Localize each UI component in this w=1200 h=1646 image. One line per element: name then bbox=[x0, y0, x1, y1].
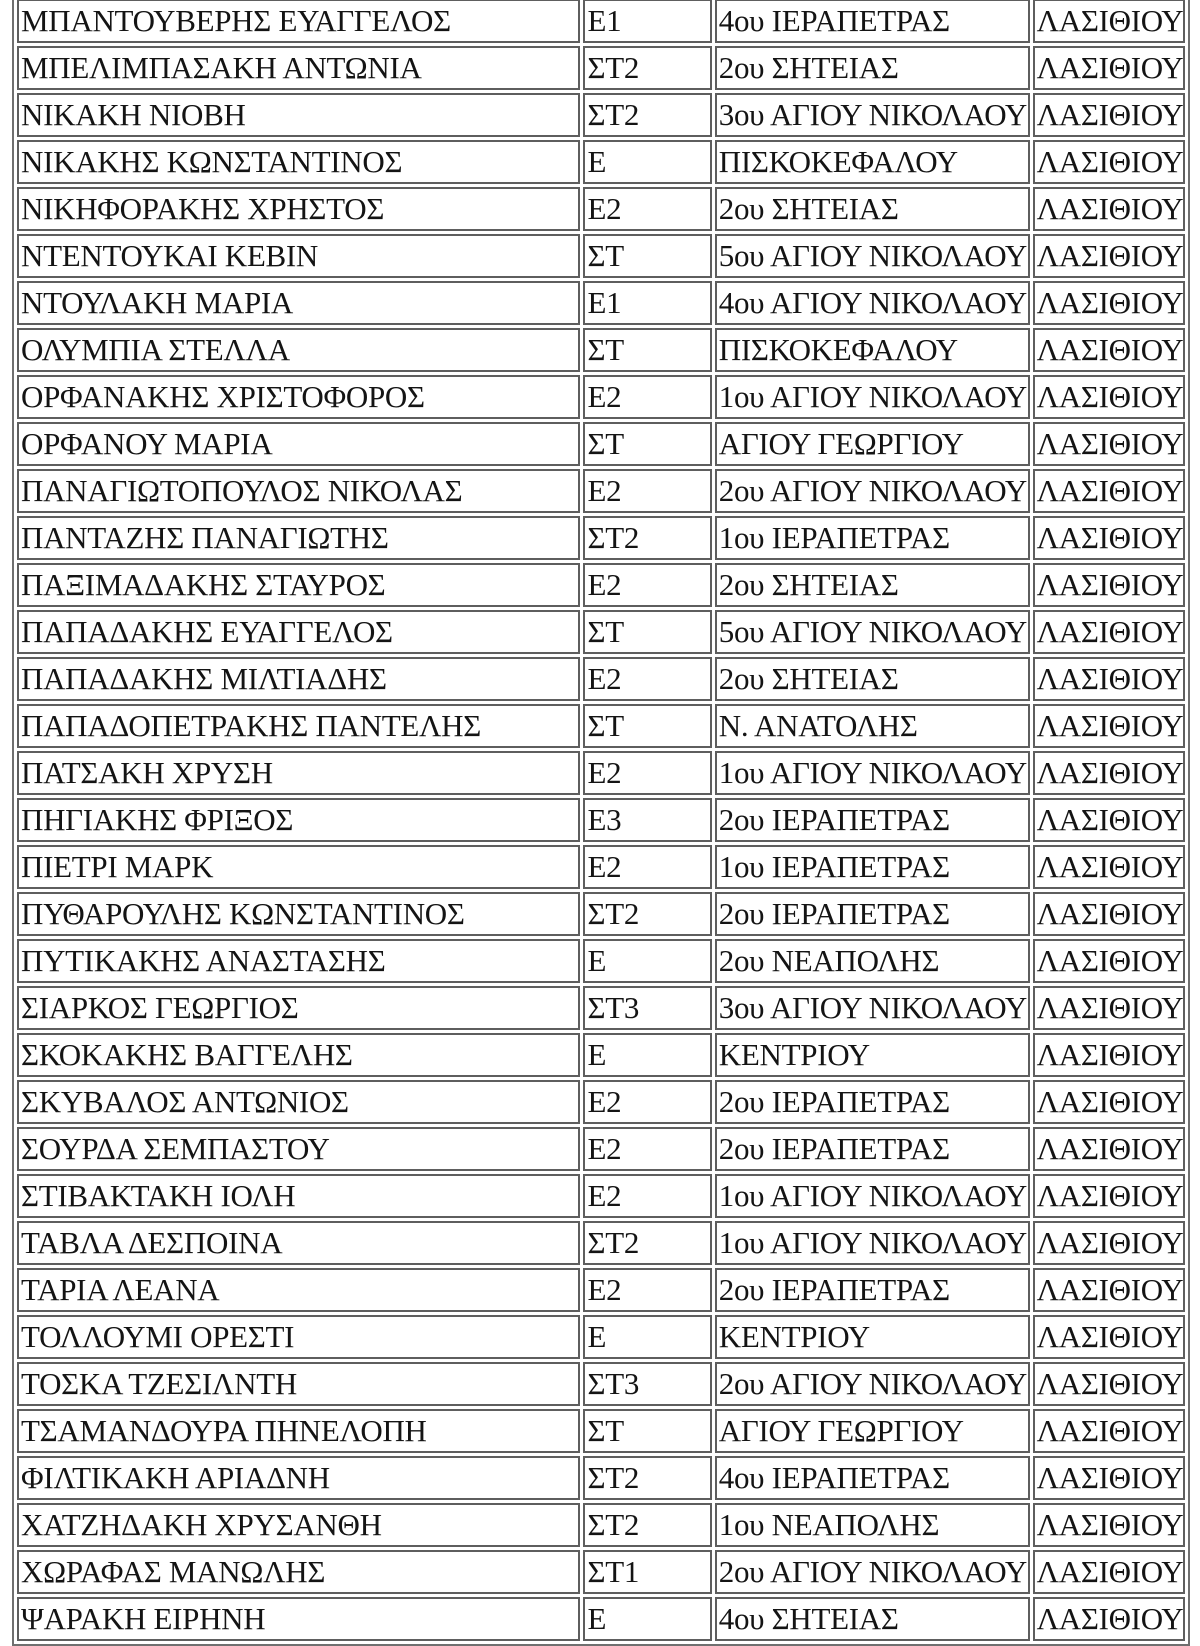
prefecture-cell: ΛΑΣΙΘΙΟΥ bbox=[1033, 1409, 1185, 1453]
prefecture-cell: ΛΑΣΙΘΙΟΥ bbox=[1033, 1550, 1185, 1594]
table-row bbox=[17, 1174, 1185, 1218]
class-cell: Ε2 bbox=[583, 1127, 711, 1171]
prefecture-cell: ΛΑΣΙΘΙΟΥ bbox=[1033, 563, 1185, 607]
school-cell: 5ου ΑΓΙΟΥ ΝΙΚΟΛΑΟΥ bbox=[715, 234, 1030, 278]
prefecture-cell: ΛΑΣΙΘΙΟΥ bbox=[1033, 1503, 1185, 1547]
student-name-cell: ΠΑΤΣΑΚΗ ΧΡΥΣΗ bbox=[17, 751, 580, 795]
prefecture-cell: ΛΑΣΙΘΙΟΥ bbox=[1033, 281, 1185, 325]
school-cell: 2ου ΣΗΤΕΙΑΣ bbox=[715, 46, 1030, 90]
class-cell: Ε2 bbox=[583, 375, 711, 419]
prefecture-cell: ΛΑΣΙΘΙΟΥ bbox=[1033, 986, 1185, 1030]
class-cell: Ε3 bbox=[583, 798, 711, 842]
school-cell: 2ου ΑΓΙΟΥ ΝΙΚΟΛΑΟΥ bbox=[715, 469, 1030, 513]
table-row bbox=[17, 469, 1185, 513]
student-name-cell: ΣΤΙΒΑΚΤΑΚΗ ΙΟΛΗ bbox=[17, 1174, 580, 1218]
table-row bbox=[17, 328, 1185, 372]
class-cell: ΣΤ bbox=[583, 422, 711, 466]
class-cell: Ε2 bbox=[583, 751, 711, 795]
school-cell: ΠΙΣΚΟΚΕΦΑΛΟΥ bbox=[715, 140, 1030, 184]
table-row bbox=[17, 516, 1185, 560]
school-cell: 2ου ΣΗΤΕΙΑΣ bbox=[715, 563, 1030, 607]
table-row bbox=[17, 281, 1185, 325]
table-row bbox=[17, 1315, 1185, 1359]
school-cell: 4ου ΣΗΤΕΙΑΣ bbox=[715, 1597, 1030, 1641]
student-name-cell: ΤΣΑΜΑΝΔΟΥΡΑ ΠΗΝΕΛΟΠΗ bbox=[17, 1409, 580, 1453]
class-cell: ΣΤ bbox=[583, 234, 711, 278]
prefecture-cell: ΛΑΣΙΘΙΟΥ bbox=[1033, 93, 1185, 137]
table-row bbox=[17, 187, 1185, 231]
student-name-cell: ΣΙΑΡΚΟΣ ΓΕΩΡΓΙΟΣ bbox=[17, 986, 580, 1030]
class-cell: ΣΤ3 bbox=[583, 1362, 711, 1406]
prefecture-cell: ΛΑΣΙΘΙΟΥ bbox=[1033, 1174, 1185, 1218]
table-row bbox=[17, 1080, 1185, 1124]
class-cell: ΣΤ bbox=[583, 1409, 711, 1453]
student-name-cell: ΣΚΥΒΑΛΟΣ ΑΝΤΩΝΙΟΣ bbox=[17, 1080, 580, 1124]
prefecture-cell: ΛΑΣΙΘΙΟΥ bbox=[1033, 187, 1185, 231]
table-row bbox=[17, 892, 1185, 936]
student-name-cell: ΣΚΟΚΑΚΗΣ ΒΑΓΓΕΛΗΣ bbox=[17, 1033, 580, 1077]
student-name-cell: ΜΠΑΝΤΟΥΒΕΡΗΣ ΕΥΑΓΓΕΛΟΣ bbox=[17, 0, 580, 43]
prefecture-cell: ΛΑΣΙΘΙΟΥ bbox=[1033, 516, 1185, 560]
class-cell: ΣΤ2 bbox=[583, 892, 711, 936]
class-cell: Ε bbox=[583, 939, 711, 983]
student-name-cell: ΝΙΚΗΦΟΡΑΚΗΣ ΧΡΗΣΤΟΣ bbox=[17, 187, 580, 231]
school-cell: 2ου ΑΓΙΟΥ ΝΙΚΟΛΑΟΥ bbox=[715, 1550, 1030, 1594]
school-cell: 2ου ΝΕΑΠΟΛΗΣ bbox=[715, 939, 1030, 983]
table-row bbox=[17, 0, 1185, 43]
class-cell: Ε bbox=[583, 1315, 711, 1359]
student-name-cell: ΣΟΥΡΔΑ ΣΕΜΠΑΣΤΟΥ bbox=[17, 1127, 580, 1171]
school-cell: ΠΙΣΚΟΚΕΦΑΛΟΥ bbox=[715, 328, 1030, 372]
student-name-cell: ΧΩΡΑΦΑΣ ΜΑΝΩΛΗΣ bbox=[17, 1550, 580, 1594]
student-name-cell: ΤΑΡΙΑ ΛΕΑΝΑ bbox=[17, 1268, 580, 1312]
student-name-cell: ΠΥΤΙΚΑΚΗΣ ΑΝΑΣΤΑΣΗΣ bbox=[17, 939, 580, 983]
table-row bbox=[17, 986, 1185, 1030]
student-name-cell: ΨΑΡΑΚΗ ΕΙΡΗΝΗ bbox=[17, 1597, 580, 1641]
prefecture-cell: ΛΑΣΙΘΙΟΥ bbox=[1033, 140, 1185, 184]
school-cell: ΑΓΙΟΥ ΓΕΩΡΓΙΟΥ bbox=[715, 422, 1030, 466]
table-row bbox=[17, 751, 1185, 795]
table-row bbox=[17, 93, 1185, 137]
prefecture-cell: ΛΑΣΙΘΙΟΥ bbox=[1033, 422, 1185, 466]
school-cell: 4ου ΙΕΡΑΠΕΤΡΑΣ bbox=[715, 1456, 1030, 1500]
table-row bbox=[17, 1268, 1185, 1312]
prefecture-cell: ΛΑΣΙΘΙΟΥ bbox=[1033, 1456, 1185, 1500]
student-name-cell: ΟΛΥΜΠΙΑ ΣΤΕΛΛΑ bbox=[17, 328, 580, 372]
school-cell: 3ου ΑΓΙΟΥ ΝΙΚΟΛΑΟΥ bbox=[715, 93, 1030, 137]
prefecture-cell: ΛΑΣΙΘΙΟΥ bbox=[1033, 845, 1185, 889]
prefecture-cell: ΛΑΣΙΘΙΟΥ bbox=[1033, 1268, 1185, 1312]
table-row bbox=[17, 1456, 1185, 1500]
school-cell: 3ου ΑΓΙΟΥ ΝΙΚΟΛΑΟΥ bbox=[715, 986, 1030, 1030]
class-cell: Ε2 bbox=[583, 563, 711, 607]
table-row bbox=[17, 422, 1185, 466]
table-row bbox=[17, 1033, 1185, 1077]
student-name-cell: ΠΗΓΙΑΚΗΣ ΦΡΙΞΟΣ bbox=[17, 798, 580, 842]
prefecture-cell: ΛΑΣΙΘΙΟΥ bbox=[1033, 469, 1185, 513]
table-row bbox=[17, 798, 1185, 842]
class-cell: ΣΤ2 bbox=[583, 1503, 711, 1547]
prefecture-cell: ΛΑΣΙΘΙΟΥ bbox=[1033, 1597, 1185, 1641]
student-name-cell: ΠΙΕΤΡΙ ΜΑΡΚ bbox=[17, 845, 580, 889]
prefecture-cell: ΛΑΣΙΘΙΟΥ bbox=[1033, 1221, 1185, 1265]
prefecture-cell: ΛΑΣΙΘΙΟΥ bbox=[1033, 46, 1185, 90]
student-name-cell: ΜΠΕΛΙΜΠΑΣΑΚΗ ΑΝΤΩΝΙΑ bbox=[17, 46, 580, 90]
prefecture-cell: ΛΑΣΙΘΙΟΥ bbox=[1033, 234, 1185, 278]
school-cell: 2ου ΣΗΤΕΙΑΣ bbox=[715, 187, 1030, 231]
prefecture-cell: ΛΑΣΙΘΙΟΥ bbox=[1033, 1080, 1185, 1124]
prefecture-cell: ΛΑΣΙΘΙΟΥ bbox=[1033, 657, 1185, 701]
prefecture-cell: ΛΑΣΙΘΙΟΥ bbox=[1033, 1127, 1185, 1171]
student-name-cell: ΦΙΛΤΙΚΑΚΗ ΑΡΙΑΔΝΗ bbox=[17, 1456, 580, 1500]
student-name-cell: ΠΑΞΙΜΑΔΑΚΗΣ ΣΤΑΥΡΟΣ bbox=[17, 563, 580, 607]
student-name-cell: ΧΑΤΖΗΔΑΚΗ ΧΡΥΣΑΝΘΗ bbox=[17, 1503, 580, 1547]
class-cell: ΣΤ2 bbox=[583, 46, 711, 90]
results-table-container bbox=[12, 0, 1190, 1646]
prefecture-cell: ΛΑΣΙΘΙΟΥ bbox=[1033, 375, 1185, 419]
student-name-cell: ΝΙΚΑΚΗ ΝΙΟΒΗ bbox=[17, 93, 580, 137]
class-cell: Ε bbox=[583, 1033, 711, 1077]
table-row bbox=[17, 1597, 1185, 1641]
class-cell: ΣΤ bbox=[583, 704, 711, 748]
class-cell: ΣΤ3 bbox=[583, 986, 711, 1030]
school-cell: 2ου ΑΓΙΟΥ ΝΙΚΟΛΑΟΥ bbox=[715, 1362, 1030, 1406]
class-cell: Ε2 bbox=[583, 1174, 711, 1218]
table-row bbox=[17, 657, 1185, 701]
school-cell: ΑΓΙΟΥ ΓΕΩΡΓΙΟΥ bbox=[715, 1409, 1030, 1453]
table-row bbox=[17, 375, 1185, 419]
school-cell: 2ου ΙΕΡΑΠΕΤΡΑΣ bbox=[715, 1268, 1030, 1312]
student-name-cell: ΤΑΒΛΑ ΔΕΣΠΟΙΝΑ bbox=[17, 1221, 580, 1265]
school-cell: ΚΕΝΤΡΙΟΥ bbox=[715, 1315, 1030, 1359]
class-cell: Ε2 bbox=[583, 469, 711, 513]
table-row bbox=[17, 1362, 1185, 1406]
class-cell: Ε2 bbox=[583, 657, 711, 701]
school-cell: Ν. ΑΝΑΤΟΛΗΣ bbox=[715, 704, 1030, 748]
class-cell: Ε1 bbox=[583, 281, 711, 325]
prefecture-cell: ΛΑΣΙΘΙΟΥ bbox=[1033, 328, 1185, 372]
school-cell: 2ου ΣΗΤΕΙΑΣ bbox=[715, 657, 1030, 701]
school-cell: 2ου ΙΕΡΑΠΕΤΡΑΣ bbox=[715, 1080, 1030, 1124]
results-table-body bbox=[17, 0, 1185, 1641]
class-cell: ΣΤ2 bbox=[583, 1456, 711, 1500]
student-name-cell: ΟΡΦΑΝΟΥ ΜΑΡΙΑ bbox=[17, 422, 580, 466]
table-row bbox=[17, 845, 1185, 889]
prefecture-cell: ΛΑΣΙΘΙΟΥ bbox=[1033, 1362, 1185, 1406]
prefecture-cell: ΛΑΣΙΘΙΟΥ bbox=[1033, 1315, 1185, 1359]
prefecture-cell: ΛΑΣΙΘΙΟΥ bbox=[1033, 0, 1185, 43]
school-cell: 1ου ΑΓΙΟΥ ΝΙΚΟΛΑΟΥ bbox=[715, 1174, 1030, 1218]
class-cell: Ε1 bbox=[583, 0, 711, 43]
student-name-cell: ΠΑΠΑΔΟΠΕΤΡΑΚΗΣ ΠΑΝΤΕΛΗΣ bbox=[17, 704, 580, 748]
school-cell: 2ου ΙΕΡΑΠΕΤΡΑΣ bbox=[715, 1127, 1030, 1171]
student-name-cell: ΟΡΦΑΝΑΚΗΣ ΧΡΙΣΤΟΦΟΡΟΣ bbox=[17, 375, 580, 419]
class-cell: ΣΤ bbox=[583, 610, 711, 654]
class-cell: ΣΤ2 bbox=[583, 93, 711, 137]
table-row bbox=[17, 704, 1185, 748]
class-cell: Ε bbox=[583, 1597, 711, 1641]
prefecture-cell: ΛΑΣΙΘΙΟΥ bbox=[1033, 704, 1185, 748]
table-row bbox=[17, 1503, 1185, 1547]
school-cell: 4ου ΑΓΙΟΥ ΝΙΚΟΛΑΟΥ bbox=[715, 281, 1030, 325]
table-row bbox=[17, 1127, 1185, 1171]
school-cell: 1ου ΑΓΙΟΥ ΝΙΚΟΛΑΟΥ bbox=[715, 751, 1030, 795]
school-cell: 5ου ΑΓΙΟΥ ΝΙΚΟΛΑΟΥ bbox=[715, 610, 1030, 654]
class-cell: Ε2 bbox=[583, 845, 711, 889]
table-row bbox=[17, 1409, 1185, 1453]
student-name-cell: ΝΤΟΥΛΑΚΗ ΜΑΡΙΑ bbox=[17, 281, 580, 325]
table-row bbox=[17, 46, 1185, 90]
table-row bbox=[17, 563, 1185, 607]
student-name-cell: ΠΑΠΑΔΑΚΗΣ ΜΙΛΤΙΑΔΗΣ bbox=[17, 657, 580, 701]
student-name-cell: ΤΟΛΛΟΥΜΙ ΟΡΕΣΤΙ bbox=[17, 1315, 580, 1359]
school-cell: 4ου ΙΕΡΑΠΕΤΡΑΣ bbox=[715, 0, 1030, 43]
class-cell: ΣΤ2 bbox=[583, 1221, 711, 1265]
school-cell: 1ου ΑΓΙΟΥ ΝΙΚΟΛΑΟΥ bbox=[715, 1221, 1030, 1265]
student-name-cell: ΝΤΕΝΤΟΥΚΑΙ ΚΕΒΙΝ bbox=[17, 234, 580, 278]
table-row bbox=[17, 140, 1185, 184]
table-row bbox=[17, 610, 1185, 654]
prefecture-cell: ΛΑΣΙΘΙΟΥ bbox=[1033, 939, 1185, 983]
table-row bbox=[17, 939, 1185, 983]
prefecture-cell: ΛΑΣΙΘΙΟΥ bbox=[1033, 892, 1185, 936]
prefecture-cell: ΛΑΣΙΘΙΟΥ bbox=[1033, 610, 1185, 654]
school-cell: 1ου ΙΕΡΑΠΕΤΡΑΣ bbox=[715, 516, 1030, 560]
class-cell: ΣΤ bbox=[583, 328, 711, 372]
student-name-cell: ΠΥΘΑΡΟΥΛΗΣ ΚΩΝΣΤΑΝΤΙΝΟΣ bbox=[17, 892, 580, 936]
student-name-cell: ΝΙΚΑΚΗΣ ΚΩΝΣΤΑΝΤΙΝΟΣ bbox=[17, 140, 580, 184]
class-cell: ΣΤ2 bbox=[583, 516, 711, 560]
prefecture-cell: ΛΑΣΙΘΙΟΥ bbox=[1033, 798, 1185, 842]
table-row bbox=[17, 1550, 1185, 1594]
school-cell: ΚΕΝΤΡΙΟΥ bbox=[715, 1033, 1030, 1077]
prefecture-cell: ΛΑΣΙΘΙΟΥ bbox=[1033, 751, 1185, 795]
student-name-cell: ΤΟΣΚΑ ΤΖΕΣΙΛΝΤΗ bbox=[17, 1362, 580, 1406]
class-cell: Ε2 bbox=[583, 1268, 711, 1312]
class-cell: ΣΤ1 bbox=[583, 1550, 711, 1594]
results-table bbox=[12, 0, 1190, 1646]
school-cell: 2ου ΙΕΡΑΠΕΤΡΑΣ bbox=[715, 798, 1030, 842]
student-name-cell: ΠΑΠΑΔΑΚΗΣ ΕΥΑΓΓΕΛΟΣ bbox=[17, 610, 580, 654]
table-row bbox=[17, 1221, 1185, 1265]
student-name-cell: ΠΑΝΑΓΙΩΤΟΠΟΥΛΟΣ ΝΙΚΟΛΑΣ bbox=[17, 469, 580, 513]
prefecture-cell: ΛΑΣΙΘΙΟΥ bbox=[1033, 1033, 1185, 1077]
school-cell: 1ου ΙΕΡΑΠΕΤΡΑΣ bbox=[715, 845, 1030, 889]
student-name-cell: ΠΑΝΤΑΖΗΣ ΠΑΝΑΓΙΩΤΗΣ bbox=[17, 516, 580, 560]
class-cell: Ε bbox=[583, 140, 711, 184]
school-cell: 1ου ΑΓΙΟΥ ΝΙΚΟΛΑΟΥ bbox=[715, 375, 1030, 419]
school-cell: 1ου ΝΕΑΠΟΛΗΣ bbox=[715, 1503, 1030, 1547]
class-cell: Ε2 bbox=[583, 1080, 711, 1124]
school-cell: 2ου ΙΕΡΑΠΕΤΡΑΣ bbox=[715, 892, 1030, 936]
table-row bbox=[17, 234, 1185, 278]
class-cell: Ε2 bbox=[583, 187, 711, 231]
